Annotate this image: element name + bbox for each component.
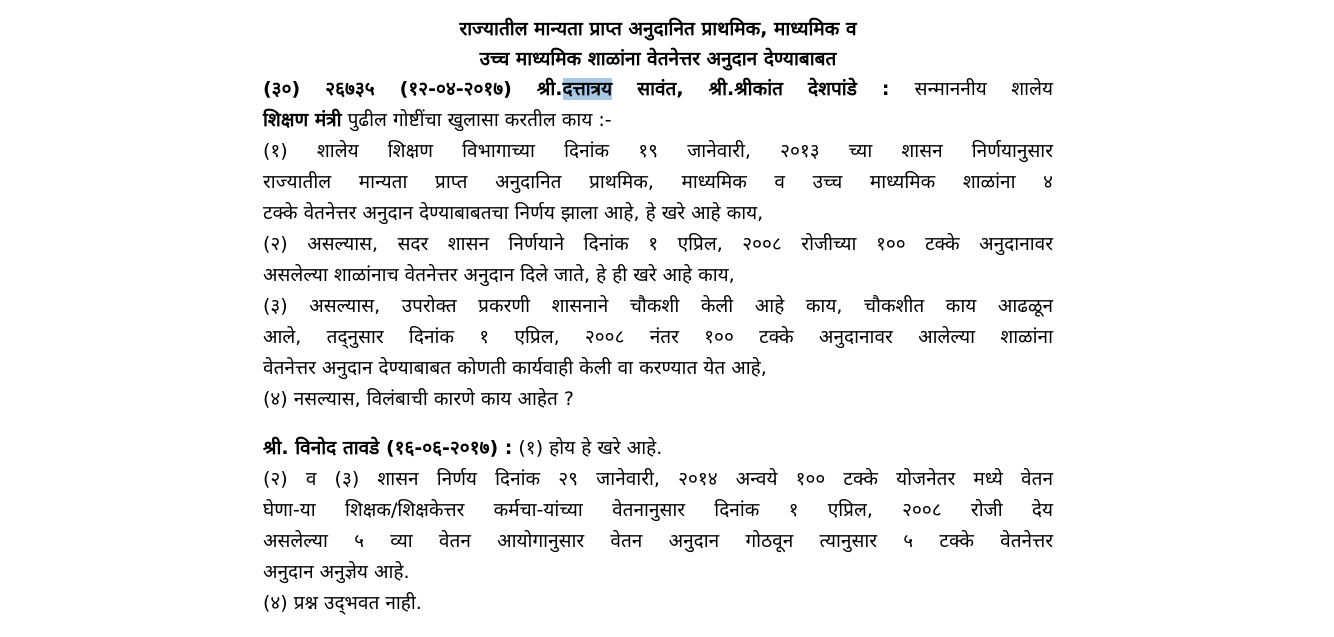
question-line: (३) असल्यास, उपरोक्त प्रकरणी शासनाने चौकशी केली आहे काय, चौकशीत काय आढळून: [263, 295, 1053, 317]
addressee-minister: शिक्षण मंत्री: [263, 109, 342, 131]
question-line: टक्के वेतनेत्तर अनुदान देण्याबाबतचा निर्णय झाला आहे, हे खरे आहे काय,: [263, 202, 764, 224]
title-line-1: राज्यातील मान्यता प्राप्त अनुदानित प्राथमिक, माध्यमिक व: [459, 18, 857, 40]
addressee-start: सन्माननीय शालेय: [914, 78, 1054, 100]
question-line: (१) शालेय शिक्षण विभागाच्या दिनांक १९ जानेवारी, २०१३ च्या शासन निर्णयानुसार: [263, 140, 1053, 162]
document-title: [263, 14, 1053, 74]
answer-line: (२) व (३) शासन निर्णय दिनांक २९ जानेवारी, २०१४ अन्वये १०० टक्के योजनेतर मध्ये वेतन: [263, 468, 1053, 490]
question-number: (३०): [263, 78, 301, 100]
question-header: [263, 74, 1053, 105]
question-line: (४) नसल्यास, विलंबाची कारणे काय आहेत ?: [263, 388, 574, 410]
asker-names: श्री.दत्तात्रय सावंत, श्री.श्रीकांत देशपांडे :: [536, 78, 890, 100]
document-page: [263, 14, 1053, 619]
answer-header: श्री. विनोद तावडे (१६-०६-२०१७) : (१) होय हे खरे आहे.: [263, 437, 663, 459]
question-date: (१२-०४-२०१७): [399, 78, 512, 100]
answer-line: असलेल्या ५ व्या वेतन आयोगानुसार वेतन अनुदान गोठवून त्यानुसार ५ टक्के वेतनेत्तर: [263, 530, 1053, 552]
title-line-2: उच्च माध्यमिक शाळांना वेतनेत्तर अनुदान देण्याबाबत: [479, 48, 837, 70]
answer-line: घेणा-या शिक्षक/शिक्षकेत्तर कर्मचा-यांच्या वेतनानुसार दिनांक १ एप्रिल, २००८ रोजी देय: [263, 499, 1053, 521]
selected-text-highlight: दत्तात्रय: [562, 78, 613, 100]
answer-line: अनुदान अनुज्ञेय आहे.: [263, 561, 410, 583]
question-line: असलेल्या शाळांनाच वेतनेत्तर अनुदान दिले जाते, हे ही खरे आहे काय,: [263, 264, 735, 286]
question-line: (२) असल्यास, सदर शासन निर्णयाने दिनांक १ एप्रिल, २००८ रोजीच्या १०० टक्के अनुदानावर: [263, 233, 1053, 255]
question-intro: शिक्षण मंत्री पुढील गोष्टींचा खुलासा करतील काय :-: [263, 109, 612, 131]
respondent-name: श्री. विनोद तावडे (१६-०६-२०१७) :: [263, 437, 513, 459]
question-line: आले, तद्नुसार दिनांक १ एप्रिल, २००८ नंतर १०० टक्के अनुदानावर आलेल्या शाळांना: [263, 326, 1053, 348]
question-line: राज्यातील मान्यता प्राप्त अनुदानित प्राथमिक, माध्यमिक व उच्च माध्यमिक शाळांना ४: [263, 171, 1053, 193]
question-id: २६७३५: [325, 78, 375, 100]
answer-line: (४) प्रश्न उद्‌भवत नाही.: [263, 592, 422, 614]
question-line: वेतनेत्तर अनुदान देण्याबाबत कोणती कार्यवाही केली वा करण्यात येत आहे,: [263, 357, 767, 379]
